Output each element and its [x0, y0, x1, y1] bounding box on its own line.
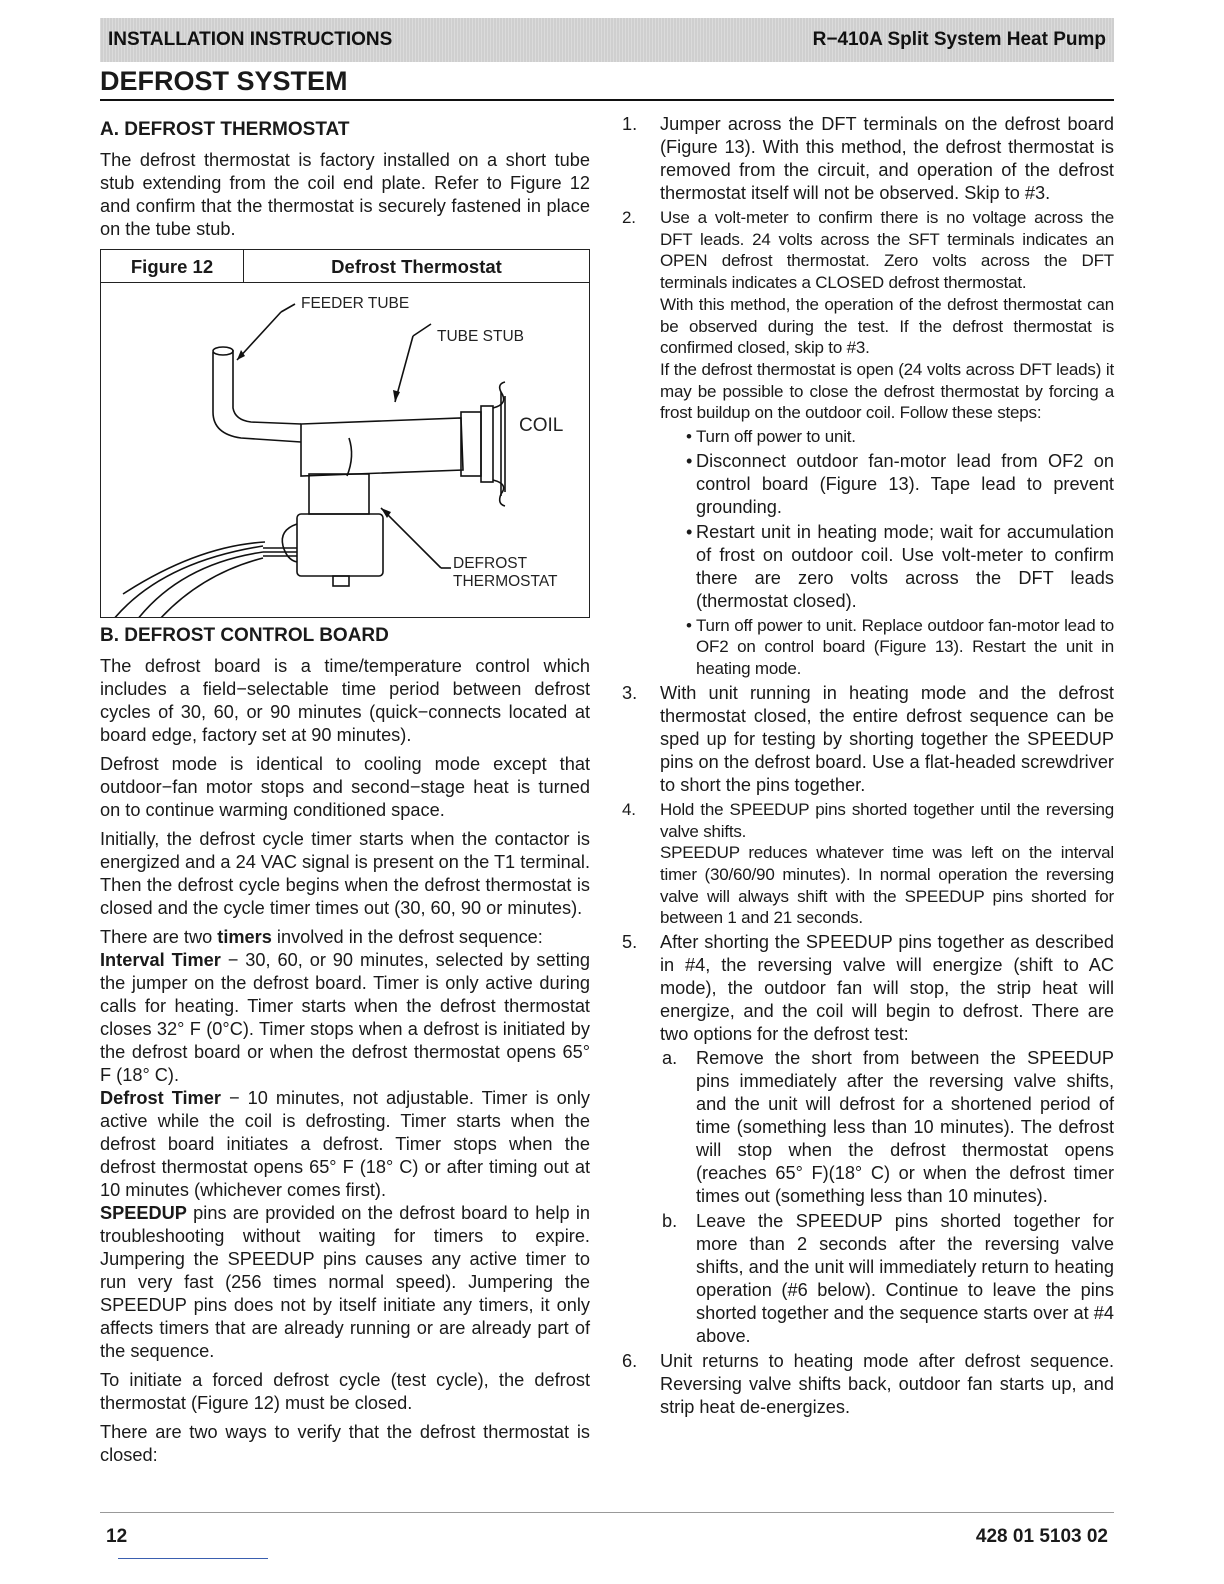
speedup-label: SPEEDUP	[100, 1203, 187, 1223]
figure-title: Defrost Thermostat	[331, 255, 502, 277]
figure-number: Figure 12	[101, 250, 244, 282]
step-4: 4. Hold the SPEEDUP pins shorted together until the reversing valve shifts. SPEEDUP reduces whatever time was left on the interval timer (30/60/90 minutes). In normal operation the reversing valve will always shift with the SPEEDUP pins shorted for between 1 and 21 seconds.	[622, 799, 1114, 928]
thermostat-clip	[309, 474, 369, 514]
document-number: 428 01 5103 02	[975, 1526, 1108, 1547]
paragraph: The defrost thermostat is factory installed on a short tube stub extending from the coil end plate. Refer to Figure 12 and confirm that the thermostat is securely fastened in place on the tube stub.	[100, 150, 590, 239]
left-column	[100, 113, 590, 1473]
option-b: b. Leave the SPEEDUP pins shorted together for more than 2 seconds after the reversing valve shifts, and the unit will immediately return to heating operation (#6 below). Continue to leave the pins shorted together and the sequence starts over at #4 above.	[662, 1211, 1114, 1347]
list-item: • Turn off power to unit.	[686, 427, 856, 447]
list-item: • Restart unit in heating mode; wait for accumulation of frost on outdoor coil. Use volt-meter to confirm there are zero volts across the DFT leads (thermostat closed).	[686, 521, 1114, 611]
interval-timer-label: Interval Timer	[100, 950, 221, 970]
right-column	[622, 113, 1114, 1421]
section-title: DEFROST SYSTEM	[100, 66, 1114, 101]
paragraph-interval-timer: Interval Timer − 30, 60, or 90 minutes, selected by setting the jumper on the defrost board. Timer is only active during calls for heating. Timer starts when the defrost thermostat closes 32° F (0°C). Timer stops when a defrost is initiated by the defrost board or when the defrost thermostat opens 65° F (18° C).	[100, 950, 590, 1085]
label-defrost: DEFROST	[453, 555, 528, 572]
page-number: 12	[106, 1526, 128, 1547]
option-a: a. Remove the short from between the SPEEDUP pins immediately after the reversing valve shifts, and the unit will defrost for a shortened period of time (something less than 10 minutes). The defrost will stop when the defrost thermostat opens (reaches 65° F)(18° C) or when the defrost timer times out (something less than 10 minutes).	[662, 1048, 1114, 1207]
heading-defrost-thermostat: A. DEFROST THERMOSTAT	[100, 119, 350, 140]
tube-stub-body	[301, 418, 463, 476]
label-feeder-tube: FEEDER TUBE	[301, 295, 410, 312]
figure-header	[101, 250, 589, 283]
label-coil: COIL	[519, 415, 564, 436]
step-5: 5. After shorting the SPEEDUP pins together as described in #4, the reversing valve will energize (shift to AC mode), the outdoor fan will stop, the strip heat will energize, and the coil will begin to defrost. There are two options for the defrost test: a. Remove the short from between the SPEEDUP pins immediately after the reversing valve shifts, and the unit will defrost for a shortened period of time (something less than 10 minutes). The defrost will stop when the defrost thermostat opens (reaches 65° F)(18° C) or when the defrost timer times out (something less than 10 minutes). b. Leave the SPEEDUP pins shorted together for more than 2 seconds after the reversing valve shifts, and the unit will immediately return to heating operation (#6 below). Continue to leave the pins shorted together and the sequence starts over at #4 above.	[622, 932, 1114, 1347]
label-tube-stub: TUBE STUB	[437, 328, 524, 345]
paragraph-defrost-timer: Defrost Timer − 10 minutes, not adjustable. Timer is only active while the coil is defrosting. Timer starts when the defrost board initiates a defrost. Timer stops when the defrost thermostat opens 65° F (18° C) or after timing out at 10 minutes (whichever comes first).	[100, 1088, 591, 1200]
list-item: • Turn off power to unit. Replace outdoor fan-motor lead to OF2 on control board (Figure 13). Restart the unit in heating mode.	[686, 615, 1114, 679]
paragraph: The defrost board is a time/temperature control which includes a field−selectable time period between defrost cycles of 30, 60, or 90 minutes (quick−connects located at board edge, factory set at 90 minutes).	[100, 656, 590, 745]
figure-12	[100, 249, 590, 618]
page-header	[100, 18, 1114, 62]
step-1: 1. Jumper across the DFT terminals on the defrost board (Figure 13). With this method, the defrost thermostat is removed from the circuit, and operation of the defrost thermostat itself will not be observed. Skip to #3.	[622, 114, 1114, 203]
header-left: INSTALLATION INSTRUCTIONS	[108, 29, 393, 50]
frost-steps-list	[660, 426, 1114, 680]
verification-steps	[622, 113, 1114, 1419]
feeder-tube-inner	[233, 350, 301, 424]
paragraph-speedup: SPEEDUP pins are provided on the defrost board to help in troubleshooting without waiting for timers to expire. Jumpering the SPEEDUP pins causes any active timer to run very fast (256 times normal speed). Jumpering the SPEEDUP pins does not by itself initiate any timers, it only affects timers that are already running or are already part of the sequence.	[100, 1203, 590, 1361]
paragraph: Defrost mode is identical to cooling mode except that outdoor−fan motor stops and second−stage heat is turned on to continue warming conditioned space.	[100, 754, 590, 820]
footer-divider	[100, 1512, 1114, 1513]
defrost-test-options	[660, 1047, 1114, 1348]
paragraph: Initially, the defrost cycle timer starts when the contactor is energized and a 24 VAC signal is present on the T1 terminal. Then the defrost cycle begins when the defrost thermostat is closed and the cycle timer times out (30, 60, 90 or minutes).	[100, 829, 590, 918]
step-2: 2. Use a volt-meter to confirm there is no voltage across the DFT leads. 24 volts across the SFT terminals indicates an OPEN defrost thermostat. Zero volts across the DFT terminals indicates a CLOSED defrost thermostat. With this method, the operation of the defrost thermostat can be observed during the test. If the defrost thermostat is confirmed closed, skip to #3. If the defrost thermostat is open (24 volts across DFT leads) it may be possible to close the defrost thermostat by forcing a frost buildup on the outdoor coil. Follow these steps: • Turn off power to unit. • Disconnect outdoor fan-motor lead from OF2 on control board (Figure 13). Tape lead to prevent grounding. • Restart unit in heating mode; wait for accumulation of frost on outdoor coil. Use volt-meter to confirm there are zero volts across the DFT leads (thermostat closed). • Turn off power to unit. Replace outdoor fan-motor lead to OF2 on control board (Figure 13). Restart the unit in heating mode.	[622, 208, 1114, 679]
heading-defrost-control-board: B. DEFROST CONTROL BOARD	[100, 625, 389, 646]
label-thermostat: THERMOSTAT	[453, 573, 558, 590]
header-right: R−410A Split System Heat Pump	[812, 29, 1106, 50]
step-3: 3. With unit running in heating mode and the defrost thermostat closed, the entire defrost sequence can be sped up for testing by shorting together the SPEEDUP pins on the defrost board. Use a flat-headed screwdriver to short the pins together.	[622, 682, 1114, 795]
paragraph: There are two ways to verify that the defrost thermostat is closed:	[100, 1422, 590, 1465]
defrost-thermostat-diagram	[101, 284, 589, 617]
step-6: 6. Unit returns to heating mode after defrost sequence. Reversing valve shifts back, outdoor fan starts up, and strip heat de-energizes.	[622, 1351, 1114, 1418]
bottom-link-line	[118, 1558, 268, 1559]
page-footer	[100, 1526, 1114, 1548]
defrost-timer-label: Defrost Timer	[100, 1088, 221, 1108]
list-item: • Disconnect outdoor fan-motor lead from OF2 on control board (Figure 13). Tape lead to prevent grounding.	[686, 450, 1114, 517]
paragraph-timers: There are two timers involved in the defrost sequence:	[100, 927, 543, 947]
paragraph: To initiate a forced defrost cycle (test cycle), the defrost thermostat (Figure 12) must be closed.	[100, 1370, 590, 1413]
feeder-tube-outer	[213, 352, 301, 442]
thermostat-body	[297, 514, 383, 576]
